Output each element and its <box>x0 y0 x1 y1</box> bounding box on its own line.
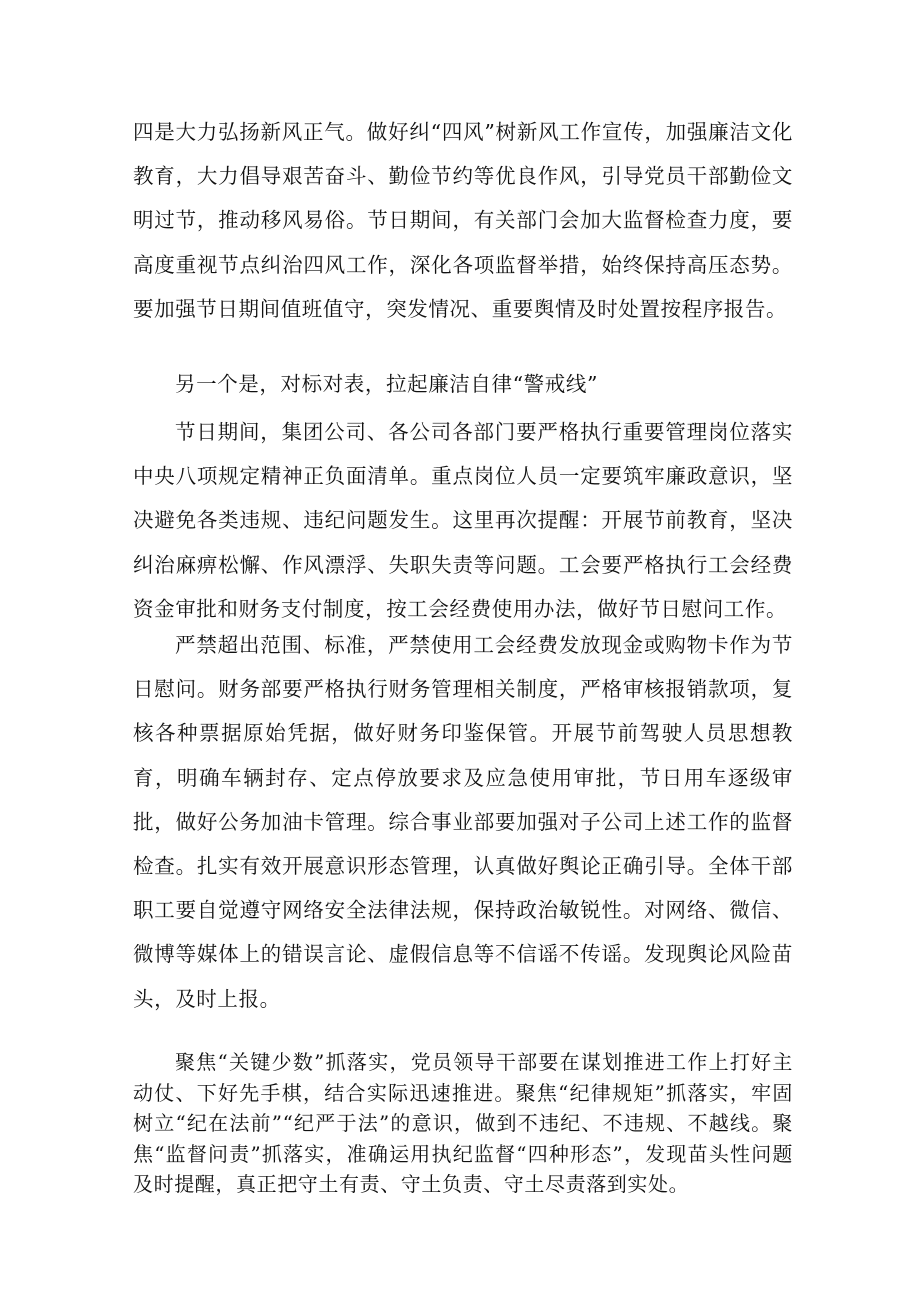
paragraph-holiday-regulations: 节日期间，集团公司、各公司各部门要严格执行重要管理岗位落实中央八项规定精神正负面清单。重点岗位人员一定要筑牢廉政意识，坚决避免各类违规、违纪问题发生。这里再次提醒：开展节前教育，坚决纠治麻痹松懈、作风漂浮、失职失责等问题。工会要严格执行工会经费资金审批和财务支付制度，按工会经费使用办法，做好节日慰问工作。 <box>133 420 793 621</box>
paragraph-four-promote-new-style: 四是大力弘扬新风正气。做好纠“四风”树新风工作宣传，加强廉洁文化教育，大力倡导艰苦奋斗、勤俭节约等优良作风，引导党员干部勤俭文明过节，推动移风易俗。节日期间，有关部门会加大监督检查力度，要高度重视节点纠治四风工作，深化各项监督举措，始终保持高压态势。要加强节日期间值班值守，突发情况、重要舆情及时处置按程序报告。 <box>133 120 793 321</box>
paragraph-focus-implementation: 聚焦“关键少数”抓落实，党员领导干部要在谋划推进工作上打好主动仗、下好先手棋，结合实际迅速推进。聚焦“纪律规矩”抓落实，牢固树立“纪在法前”“纪严于法”的意识，做到不违纪、不违规、不越线。聚焦“监督问责”抓落实，准确运用执纪监督“四种形态”，发现苗头性问题及时提醒，真正把守土有责、守土负责、守土尽责落到实处。 <box>133 1050 793 1196</box>
paragraph-heading-discipline-line: 另一个是，对标对表，拉起廉洁自律“警戒线” <box>175 372 599 396</box>
paragraph-prohibitions-finance: 严禁超出范围、标准，严禁使用工会经费发放现金或购物卡作为节日慰问。财务部要严格执行财务管理相关制度，严格审核报销款项，复核各种票据原始凭据，做好财务印鉴保管。开展节前驾驶人员思想教育，明确车辆封存、定点停放要求及应急使用审批，节日用车逐级审批，做好公务加油卡管理。综合事业部要加强对子公司上述工作的监督检查。扎实有效开展意识形态管理，认真做好舆论正确引导。全体干部职工要自觉遵守网络安全法律法规，保持政治敏锐性。对网络、微信、微博等媒体上的错误言论、虚假信息等不信谣不传谣。发现舆论风险苗头，及时上报。 <box>133 633 793 1011</box>
